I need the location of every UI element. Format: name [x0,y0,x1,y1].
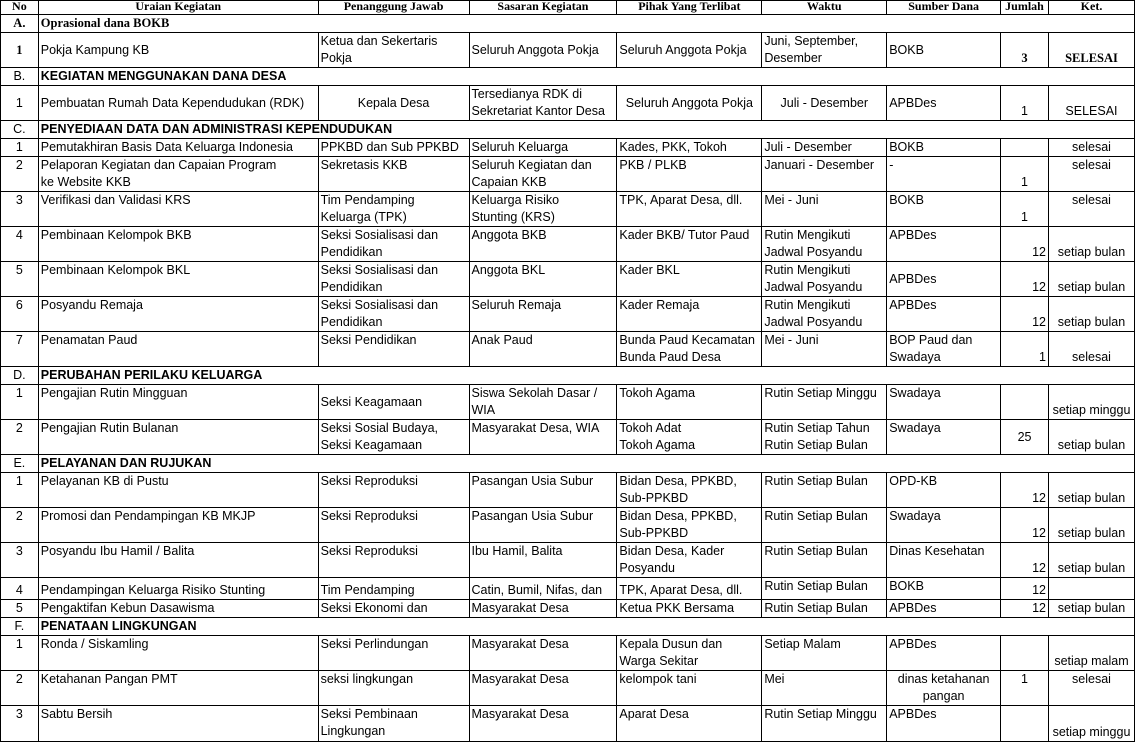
cell-waktu[interactable]: Mei - Juni [762,332,887,367]
cell-jumlah[interactable]: 12 [1001,297,1049,332]
cell-pihak[interactable] [617,332,762,367]
cell-sasaran[interactable]: Ibu Hamil, Balita [469,543,617,578]
cell-uraian[interactable]: Pembinaan Kelompok BKL [38,262,318,297]
cell-penanggung[interactable]: Seksi Perlindungan [318,636,469,671]
cell-no[interactable]: 4 [1,227,39,262]
cell-ket[interactable]: selesai [1048,332,1134,367]
cell-sumber[interactable]: APBDes [887,600,1001,618]
cell-penanggung[interactable]: seksi lingkungan [318,671,469,706]
cell-penanggung[interactable]: Seksi Reproduksi [318,508,469,543]
cell-penanggung[interactable] [318,262,469,297]
cell-line: Rutin Mengikuti [764,263,851,277]
cell-no[interactable]: 1 [1,33,39,68]
cell-uraian[interactable]: Verifikasi dan Validasi KRS [38,192,318,227]
cell-sumber[interactable]: APBDes [887,262,1001,297]
cell-line: Seksi Sosial Budaya, [320,421,439,435]
header-pihak[interactable]: Pihak Yang Terlibat [617,1,762,15]
cell-no[interactable]: 3 [1,706,39,742]
cell-ket[interactable]: setiap minggu [1048,385,1134,420]
cell-line: Seksi Keagamaan [320,438,423,452]
cell-line: Keluarga Risiko [471,193,560,207]
header-sasaran[interactable]: Sasaran Kegiatan [469,1,617,15]
cell-sasaran[interactable]: Anggota BKL [469,262,617,297]
cell-line: Posyandu [619,561,675,575]
cell-no[interactable]: 4 [1,578,39,600]
cell-no[interactable]: 1 [1,385,39,420]
cell-line: ke Website KKB [40,175,131,189]
cell-line: pangan [922,689,965,703]
cell-ket[interactable]: setiap bulan [1048,600,1134,618]
table-row-e5 [1,600,1135,618]
cell-jumlah[interactable]: 12 [1001,227,1049,262]
cell-sumber[interactable]: Dinas Kesehatan [887,543,1001,578]
cell-ket[interactable]: setiap minggu [1048,706,1134,742]
cell-jumlah[interactable]: 1 [1001,86,1049,121]
cell-uraian[interactable]: Promosi dan Pendampingan KB MKJP [38,508,318,543]
cell-jumlah[interactable] [1001,139,1049,157]
cell-penanggung[interactable]: Seksi Reproduksi [318,543,469,578]
cell-penanggung[interactable]: Kepala Desa [318,86,469,121]
cell-line: WIA [471,403,496,417]
cell-uraian[interactable]: Pengajian Rutin Mingguan [38,385,318,420]
cell-pihak[interactable] [617,636,762,671]
cell-uraian[interactable]: Pelayanan KB di Pustu [38,473,318,508]
cell-sasaran[interactable] [469,157,617,192]
cell-line: Kepala Dusun dan [619,637,723,651]
header-sumber[interactable]: Sumber Dana [887,1,1001,15]
header-penanggung[interactable]: Penanggung Jawab [318,1,469,15]
section-code[interactable]: B. [1,68,39,86]
cell-line: Sub-PPKBD [619,526,689,540]
cell-line: Tokoh Adat [619,421,682,435]
cell-uraian[interactable]: Pendampingan Keluarga Risiko Stunting [38,578,318,600]
cell-penanggung[interactable]: Tim Pendamping [318,578,469,600]
cell-penanggung[interactable] [318,192,469,227]
cell-sumber[interactable]: BOKB [887,578,1001,600]
cell-line: Capaian KKB [471,175,547,189]
cell-sumber[interactable]: - [887,157,1001,192]
header-ket[interactable]: Ket. [1048,1,1134,15]
section-code[interactable]: C. [1,121,39,139]
cell-no[interactable]: 1 [1,86,39,121]
table-row-a1 [1,33,1135,68]
cell-waktu[interactable]: Rutin Setiap Bulan [762,600,887,618]
cell-sasaran[interactable] [469,192,617,227]
cell-waktu[interactable]: Setiap Malam [762,636,887,671]
cell-pihak[interactable] [617,473,762,508]
section-title[interactable]: PENYEDIAAN DATA DAN ADMINISTRASI KEPENDUDUKAN [38,121,1134,139]
cell-uraian[interactable]: Pengajian Rutin Bulanan [38,420,318,455]
cell-waktu[interactable]: Rutin Setiap Bulan [762,473,887,508]
cell-ket[interactable]: SELESAI [1048,86,1134,121]
cell-ket[interactable] [1048,578,1134,600]
cell-waktu[interactable]: Juli - Desember [762,139,887,157]
cell-penanggung[interactable]: Seksi Keagamaan [318,385,469,420]
cell-no[interactable]: 2 [1,508,39,543]
table-row-c6 [1,297,1135,332]
cell-uraian[interactable]: Pembuatan Rumah Data Kependudukan (RDK) [38,86,318,121]
cell-uraian[interactable]: Ronda / Siskamling [38,636,318,671]
cell-no[interactable]: 6 [1,297,39,332]
table-row-c1 [1,139,1135,157]
cell-ket[interactable]: selesai [1048,671,1134,706]
cell-sumber[interactable]: APBDes [887,706,1001,742]
table-row-f3 [1,706,1135,742]
cell-sasaran[interactable]: Masyarakat Desa [469,671,617,706]
cell-line: Tim Pendamping [320,193,415,207]
cell-waktu[interactable] [762,33,887,68]
cell-ket[interactable]: setiap bulan [1048,473,1134,508]
cell-sumber[interactable]: BOKB [887,139,1001,157]
cell-jumlah[interactable] [1001,706,1049,742]
cell-sasaran[interactable]: Pasangan Usia Subur [469,508,617,543]
cell-line: Seluruh Kegiatan dan [471,158,592,172]
cell-line: Jadwal Posyandu [764,245,863,259]
cell-line: dinas ketahanan [897,672,990,686]
cell-no[interactable]: 2 [1,420,39,455]
cell-sumber[interactable]: APBDes [887,86,1001,121]
cell-sumber[interactable]: BOKB [887,192,1001,227]
cell-no[interactable]: 3 [1,192,39,227]
cell-uraian[interactable] [38,157,318,192]
cell-sumber[interactable]: Swadaya [887,508,1001,543]
cell-line: Tersedianya RDK di [471,87,582,101]
cell-pihak[interactable]: Tokoh Agama [617,385,762,420]
cell-ket[interactable]: setiap malam [1048,636,1134,671]
section-row-f [1,618,1135,636]
cell-ket[interactable]: setiap bulan [1048,297,1134,332]
cell-sasaran[interactable]: Masyarakat Desa [469,706,617,742]
cell-line: Lingkungan [320,724,386,738]
cell-sumber[interactable]: APBDes [887,297,1001,332]
cell-jumlah[interactable]: 12 [1001,473,1049,508]
cell-line: Jadwal Posyandu [764,280,863,294]
table-row-f1 [1,636,1135,671]
cell-uraian[interactable]: Pengaktifan Kebun Dasawisma [38,600,318,618]
cell-ket[interactable]: selesai [1048,192,1134,227]
cell-no[interactable]: 3 [1,543,39,578]
section-row-c [1,121,1135,139]
header-jumlah[interactable]: Jumlah [1001,1,1049,15]
section-row-d [1,367,1135,385]
cell-pihak[interactable]: Seluruh Anggota Pokja [617,86,762,121]
cell-pihak[interactable]: PKB / PLKB [617,157,762,192]
section-code[interactable]: F. [1,618,39,636]
cell-jumlah[interactable]: 1 [1001,157,1049,192]
cell-uraian[interactable]: Pembinaan Kelompok BKB [38,227,318,262]
table-row-e3 [1,543,1135,578]
table-row-c4 [1,227,1135,262]
cell-pihak[interactable]: Kader BKL [617,262,762,297]
cell-line: Rutin Mengikuti [764,228,851,242]
cell-waktu[interactable]: Rutin Setiap Bulan [762,578,887,600]
cell-line: BOP Paud dan [889,333,973,347]
cell-line: Bidan Desa, PPKBD, [619,509,737,523]
cell-sasaran[interactable] [469,86,617,121]
cell-jumlah[interactable]: 12 [1001,600,1049,618]
cell-waktu[interactable]: Juli - Desember [762,86,887,121]
table-row-d1 [1,385,1135,420]
cell-uraian[interactable]: Ketahanan Pangan PMT [38,671,318,706]
cell-line: Sekretariat Kantor Desa [471,104,605,118]
cell-line: Jadwal Posyandu [764,315,863,329]
cell-line: Rutin Setiap Bulan [764,438,868,452]
table-row-b1 [1,86,1135,121]
cell-jumlah[interactable]: 1 [1001,671,1049,706]
cell-sumber[interactable] [887,671,1001,706]
cell-no[interactable]: 2 [1,671,39,706]
section-title[interactable]: PERUBAHAN PERILAKU KELUARGA [38,367,1134,385]
cell-ket[interactable]: selesai [1048,139,1134,157]
cell-jumlah[interactable]: 3 [1001,33,1049,68]
cell-line: Desember [764,51,822,65]
cell-no[interactable]: 1 [1,636,39,671]
cell-line: Bidan Desa, Kader [619,544,725,558]
cell-uraian[interactable]: Pemutakhiran Basis Data Keluarga Indonesia [38,139,318,157]
section-title[interactable]: KEGIATAN MENGGUNAKAN DANA DESA [38,68,1134,86]
cell-line: Pendidikan [320,315,383,329]
cell-line: Swadaya [889,350,941,364]
cell-line: Seksi Pembinaan [320,707,418,721]
cell-penanggung[interactable] [318,33,469,68]
cell-pihak[interactable]: kelompok tani [617,671,762,706]
cell-line: Pendidikan [320,245,383,259]
header-waktu[interactable]: Waktu [762,1,887,15]
section-code[interactable]: D. [1,367,39,385]
cell-pihak[interactable]: TPK, Aparat Desa, dll. [617,192,762,227]
cell-waktu[interactable] [762,262,887,297]
cell-line: Tokoh Agama [619,438,696,452]
cell-penanggung[interactable] [318,227,469,262]
table-row-f2 [1,671,1135,706]
section-row-a [1,15,1135,33]
cell-line: Pelaporan Kegiatan dan Capaian Program [40,158,277,172]
cell-sasaran[interactable]: Anggota BKB [469,227,617,262]
cell-no[interactable]: 2 [1,157,39,192]
cell-line: Stunting (KRS) [471,210,555,224]
header-no[interactable]: No [1,1,39,15]
section-title[interactable]: PENATAAN LINGKUNGAN [38,618,1134,636]
cell-sumber[interactable]: Swadaya [887,385,1001,420]
cell-waktu[interactable]: Rutin Setiap Minggu [762,706,887,742]
header-uraian[interactable]: Uraian Kegiatan [38,1,318,15]
section-title[interactable]: Oprasional dana BOKB [38,15,1134,33]
cell-uraian[interactable]: Posyandu Remaja [38,297,318,332]
cell-sasaran[interactable]: Seluruh Keluarga [469,139,617,157]
cell-no[interactable]: 5 [1,600,39,618]
cell-line: Seksi Sosialisasi dan [320,228,439,242]
table-row-e1 [1,473,1135,508]
cell-ket[interactable]: setiap bulan [1048,420,1134,455]
cell-jumlah[interactable] [1001,636,1049,671]
section-row-b [1,68,1135,86]
cell-line: Bunda Paud Desa [619,350,721,364]
cell-uraian[interactable]: Penamatan Paud [38,332,318,367]
cell-pihak[interactable]: Kader Remaja [617,297,762,332]
cell-line: Warga Sekitar [619,654,699,668]
cell-jumlah[interactable] [1001,385,1049,420]
cell-ket[interactable]: setiap bulan [1048,508,1134,543]
cell-sasaran[interactable]: Masyarakat Desa, WIA [469,420,617,455]
cell-waktu[interactable]: Rutin Setiap Minggu [762,385,887,420]
cell-line: Pendidikan [320,280,383,294]
cell-ket[interactable]: setiap bulan [1048,262,1134,297]
section-code[interactable]: E. [1,455,39,473]
cell-penanggung[interactable]: Seksi Ekonomi dan [318,600,469,618]
cell-waktu[interactable]: Rutin Setiap Bulan [762,543,887,578]
table-row-c7 [1,332,1135,367]
table-row-c5 [1,262,1135,297]
cell-no[interactable]: 5 [1,262,39,297]
cell-jumlah[interactable]: 12 [1001,262,1049,297]
cell-waktu[interactable]: Rutin Setiap Bulan [762,508,887,543]
cell-sasaran[interactable]: Seluruh Remaja [469,297,617,332]
table-row-d2 [1,420,1135,455]
header-row [1,1,1135,15]
cell-uraian[interactable]: Pokja Kampung KB [38,33,318,68]
cell-sasaran[interactable]: Pasangan Usia Subur [469,473,617,508]
cell-sumber[interactable]: BOKB [887,33,1001,68]
cell-waktu[interactable] [762,420,887,455]
table-row-e4 [1,578,1135,600]
cell-line: Pokja [320,51,352,65]
cell-pihak[interactable]: TPK, Aparat Desa, dll. [617,578,762,600]
cell-waktu[interactable]: Mei [762,671,887,706]
cell-uraian[interactable]: Posyandu Ibu Hamil / Balita [38,543,318,578]
table-row-c2 [1,157,1135,192]
cell-penanggung[interactable] [318,420,469,455]
cell-line: Rutin Mengikuti [764,298,851,312]
cell-line: Sub-PPKBD [619,491,689,505]
cell-waktu[interactable]: Mei - Juni [762,192,887,227]
cell-penanggung[interactable]: Sekretasis KKB [318,157,469,192]
section-code[interactable]: A. [1,15,39,33]
cell-sumber[interactable]: OPD-KB [887,473,1001,508]
cell-pihak[interactable] [617,508,762,543]
cell-sumber[interactable]: APBDes [887,227,1001,262]
cell-line: Bunda Paud Kecamatan [619,333,755,347]
cell-pihak[interactable]: Kades, PKK, Tokoh [617,139,762,157]
cell-line: Rutin Setiap Tahun [764,421,870,435]
cell-ket[interactable]: setiap bulan [1048,227,1134,262]
table-row-c3 [1,192,1135,227]
cell-waktu[interactable] [762,297,887,332]
cell-penanggung[interactable] [318,706,469,742]
cell-jumlah[interactable]: 1 [1001,332,1049,367]
cell-line: Seksi Sosialisasi dan [320,298,439,312]
cell-sasaran[interactable]: Masyarakat Desa [469,600,617,618]
cell-penanggung[interactable]: Seksi Reproduksi [318,473,469,508]
cell-waktu[interactable]: Januari - Desember [762,157,887,192]
cell-jumlah[interactable]: 1 [1001,192,1049,227]
cell-sumber[interactable] [887,332,1001,367]
cell-penanggung[interactable] [318,297,469,332]
cell-penanggung[interactable]: PPKBD dan Sub PPKBD [318,139,469,157]
cell-sumber[interactable]: APBDes [887,636,1001,671]
cell-ket[interactable]: selesai [1048,157,1134,192]
cell-line: Keluarga (TPK) [320,210,407,224]
cell-pihak[interactable]: Aparat Desa [617,706,762,742]
cell-sasaran[interactable] [469,385,617,420]
cell-sasaran[interactable]: Anak Paud [469,332,617,367]
cell-no[interactable]: 7 [1,332,39,367]
cell-jumlah[interactable]: 12 [1001,508,1049,543]
cell-waktu[interactable] [762,227,887,262]
cell-line: Juni, September, [764,34,859,48]
cell-line: Seksi Sosialisasi dan [320,263,439,277]
cell-jumlah[interactable]: 25 [1001,420,1049,455]
cell-ket[interactable]: SELESAI [1048,33,1134,68]
section-title[interactable]: PELAYANAN DAN RUJUKAN [38,455,1134,473]
cell-uraian[interactable]: Sabtu Bersih [38,706,318,742]
cell-pihak[interactable]: Ketua PKK Bersama [617,600,762,618]
cell-pihak[interactable]: Seluruh Anggota Pokja [617,33,762,68]
cell-line: Ketua dan Sekertaris [320,34,438,48]
table-row-e2 [1,508,1135,543]
cell-line: Bidan Desa, PPKBD, [619,474,737,488]
cell-sasaran[interactable]: Catin, Bumil, Nifas, dan [469,578,617,600]
cell-sasaran[interactable]: Masyarakat Desa [469,636,617,671]
cell-sumber[interactable]: Swadaya [887,420,1001,455]
section-row-e [1,455,1135,473]
cell-pihak[interactable] [617,420,762,455]
cell-ket[interactable]: setiap bulan [1048,543,1134,578]
cell-sasaran[interactable]: Seluruh Anggota Pokja [469,33,617,68]
cell-penanggung[interactable]: Seksi Pendidikan [318,332,469,367]
cell-jumlah[interactable]: 12 [1001,578,1049,600]
cell-jumlah[interactable]: 12 [1001,543,1049,578]
cell-pihak[interactable] [617,543,762,578]
cell-pihak[interactable]: Kader BKB/ Tutor Paud [617,227,762,262]
cell-no[interactable]: 1 [1,473,39,508]
cell-line: Siswa Sekolah Dasar / [471,386,598,400]
cell-no[interactable]: 1 [1,139,39,157]
